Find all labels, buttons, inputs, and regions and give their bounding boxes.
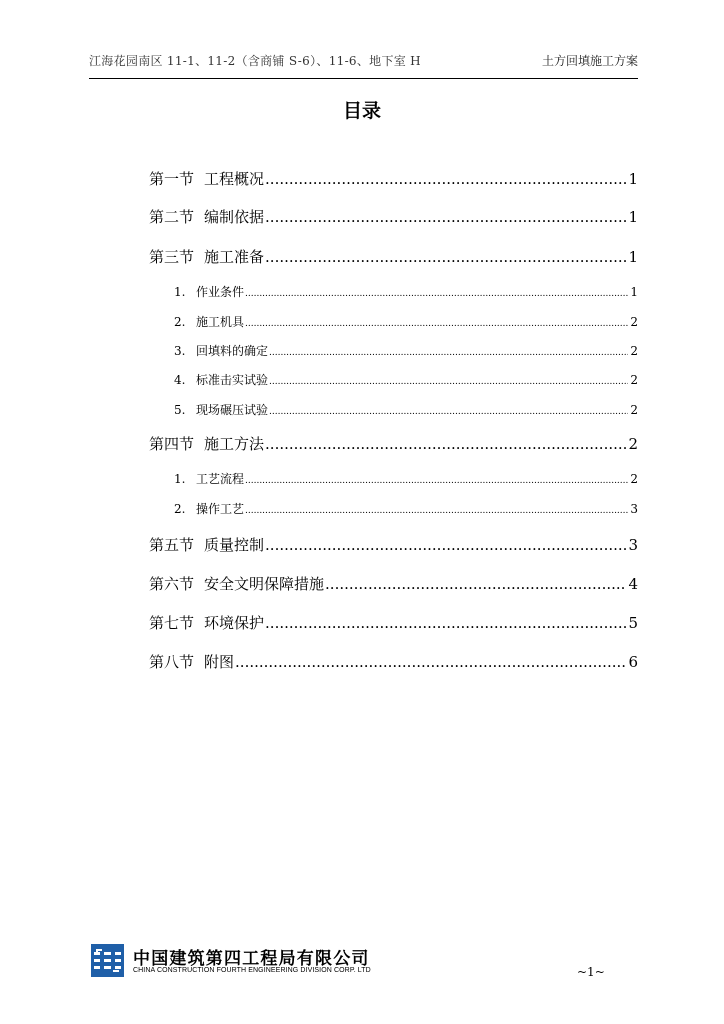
toc-entry-number: 1.	[174, 472, 186, 486]
toc-entry-text: 施工方法	[204, 435, 265, 453]
toc-leader-dots	[269, 407, 628, 417]
toc-entry-page: 1	[628, 170, 638, 188]
toc-entry-page: 6	[628, 653, 638, 671]
header-project-name: 江海花园南区 11-1、11-2（含商铺 S-6）、11-6、地下室 H	[89, 54, 421, 68]
toc-entry[interactable]	[149, 371, 638, 388]
toc-leader-dots	[235, 653, 626, 671]
toc-entry-page: 4	[628, 575, 638, 593]
toc-entry-number: 第五节	[149, 536, 195, 554]
toc-entry[interactable]	[149, 313, 638, 330]
toc-entry-text: 环境保护	[204, 614, 265, 632]
toc-entry[interactable]	[149, 534, 638, 555]
toc-entry[interactable]	[149, 168, 638, 189]
toc-entry-number: 第四节	[149, 435, 195, 453]
toc-leader-dots	[265, 248, 626, 266]
cscec-logo-icon	[91, 944, 124, 977]
toc-entry-text: 质量控制	[204, 536, 265, 554]
toc-leader-dots	[325, 575, 626, 593]
header-rule	[89, 78, 638, 79]
toc-entry-number: 第七节	[149, 614, 195, 632]
page-header	[89, 50, 638, 72]
toc-entry-text: 施工机具	[196, 315, 245, 329]
toc-entry-text: 现场碾压试验	[196, 403, 269, 417]
toc-entry-number: 第六节	[149, 575, 195, 593]
toc-entry[interactable]	[149, 206, 638, 227]
toc-entry[interactable]	[149, 342, 638, 359]
toc-entry[interactable]	[149, 573, 638, 594]
toc-entry-text: 安全文明保障措施	[204, 575, 325, 593]
toc-entry-text: 操作工艺	[196, 502, 245, 516]
toc-entry-text: 工艺流程	[196, 472, 245, 486]
toc-entry[interactable]	[149, 651, 638, 672]
toc-entry-text: 编制依据	[204, 208, 265, 226]
toc-entry-number: 5.	[174, 403, 186, 417]
toc-entry[interactable]	[149, 283, 638, 300]
toc-entry-number: 2.	[174, 502, 186, 516]
toc-entry-page: 3	[630, 502, 638, 516]
toc-entry-number: 4.	[174, 373, 186, 387]
toc-entry-number: 第三节	[149, 248, 195, 266]
toc-entry-number: 2.	[174, 315, 186, 329]
toc-leader-dots	[245, 506, 628, 516]
header-document-title: 土方回填施工方案	[541, 54, 638, 68]
toc-leader-dots	[265, 170, 626, 188]
footer-company-name-cn: 中国建筑第四工程局有限公司	[133, 949, 370, 969]
toc-leader-dots	[265, 536, 626, 554]
toc-entry-text: 附图	[204, 653, 235, 671]
toc-title: 目录	[342, 100, 381, 122]
page-number: ~1~	[577, 965, 605, 979]
toc-entry-page: 2	[630, 373, 638, 387]
toc-entry-page: 5	[628, 614, 638, 632]
toc-entry-page: 2	[630, 472, 638, 486]
toc-entry-page: 1	[630, 285, 638, 299]
toc-entry-text: 回填料的确定	[196, 344, 269, 358]
toc-entry-page: 2	[628, 435, 638, 453]
toc-entry-page: 3	[628, 536, 638, 554]
toc-entry[interactable]	[149, 612, 638, 633]
toc-entry-text: 工程概况	[204, 170, 265, 188]
toc-entry-text: 施工准备	[204, 248, 265, 266]
toc-entry-number: 第二节	[149, 208, 195, 226]
toc-entry[interactable]	[149, 433, 638, 454]
toc-entry-number: 1.	[174, 285, 186, 299]
toc-leader-dots	[269, 348, 628, 358]
toc-entry-page: 1	[628, 208, 638, 226]
toc-entry[interactable]	[149, 470, 638, 487]
toc-leader-dots	[245, 319, 628, 329]
toc-entry-number: 第八节	[149, 653, 195, 671]
toc-leader-dots	[269, 377, 628, 387]
toc-entry[interactable]	[149, 246, 638, 267]
toc-entry-text: 标准击实试验	[196, 373, 269, 387]
toc-entry-number: 第一节	[149, 170, 195, 188]
toc-leader-dots	[245, 476, 628, 486]
toc-entry-page: 2	[630, 315, 638, 329]
toc-entry[interactable]	[149, 401, 638, 418]
toc-entry-page: 2	[630, 403, 638, 417]
toc-entry-page: 2	[630, 344, 638, 358]
toc-entry-number: 3.	[174, 344, 186, 358]
toc-leader-dots	[265, 208, 626, 226]
toc-entry-page: 1	[628, 248, 638, 266]
toc-leader-dots	[265, 435, 626, 453]
toc-leader-dots	[265, 614, 626, 632]
toc-leader-dots	[245, 289, 628, 299]
toc-entry-text: 作业条件	[196, 285, 245, 299]
toc-entry[interactable]	[149, 500, 638, 517]
footer-company-name-en: CHINA CONSTRUCTION FOURTH ENGINEERING DIVISION CORP. LTD	[133, 967, 371, 974]
